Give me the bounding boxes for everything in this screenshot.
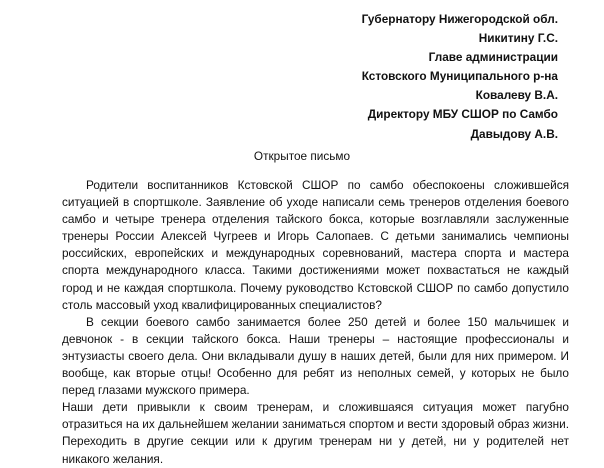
addressee-line-director-name: Давыдову А.В. (470, 126, 558, 141)
paragraph-2: В секции боевого самбо занимается более 250 детей и более 150 мальчишек и девчонок - в секции тайского бокса. Наши тренеры – настоящие профессионалы и энтузиасты своего дела. Они вкладывали душу в наших детей, были для них примером. И вообще, как вторые отцы! Особенно для ребят из неполных семей, у которых не было перед глазами мужского примера. (62, 314, 569, 398)
paragraph-3: Наши дети привыкли к своим тренерам, и сложившаяся ситуация может пагубно отразиться на их дальнейшем желании заниматься спортом и вести здоровый образ жизни. Переходить в другие секции или к другим тренерам ни у детей, ни у родителей нет никакого желания. (62, 400, 569, 466)
addressee-block (298, 10, 558, 144)
addressee-line-governor: Губернатору Нижегородской обл. (361, 12, 558, 26)
addressee-line-admin-head: Главе администрации (428, 50, 558, 65)
paragraph-1: Родители воспитанников Кстовской СШОР по самбо обеспокоены сложившейся ситуацией в спортшколе. Заявление об уходе написали семь тренеров отделения боевого самбо и четыре тренера отделения тайского бокса, которые возглавляли заслуженные тренеры России Алексей Чугреев и Игорь Салопаев. С детьми занимались чемпионы российских, европейских и международных соревнований, мастера спорта и мастера спорта международного класса. Такими достижениями может похвастаться не каждый город и не каждая спортшкола. Почему руководство Кстовской СШОР по самбо допустило столь массовый уход квалифицированных специалистов? (62, 178, 569, 312)
document-title: Открытое письмо (253, 149, 351, 163)
addressee-line-governor-name: Никитину Г.С. (478, 31, 558, 46)
addressee-line-admin-name: Ковалеву В.А. (475, 88, 558, 103)
addressee-line-director: Директору МБУ СШОР по Самбо (367, 107, 558, 122)
letter-body (62, 177, 569, 468)
addressee-line-district: Кстовского Муниципального р-на (361, 69, 558, 84)
